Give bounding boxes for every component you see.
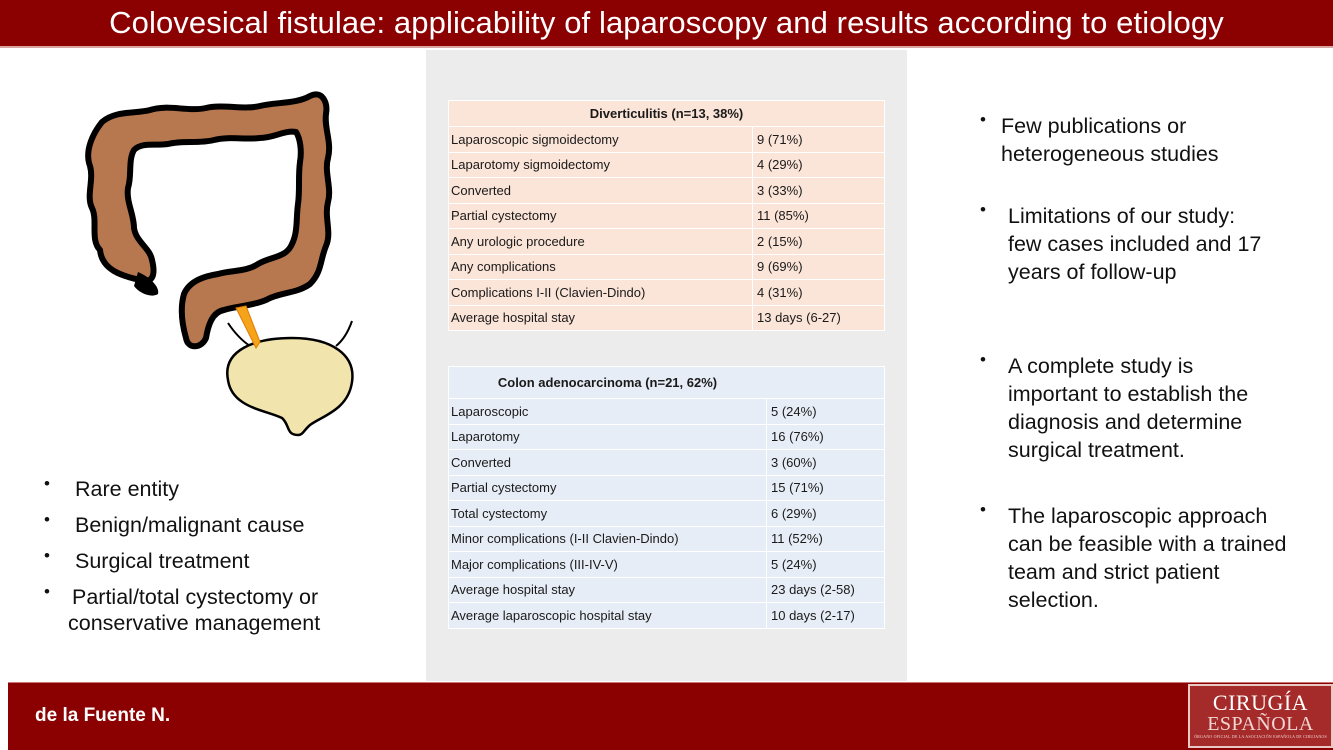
row-label: Converted bbox=[449, 450, 767, 476]
table-row bbox=[449, 577, 885, 603]
row-label: Average hospital stay bbox=[449, 305, 753, 331]
row-value: 3 (33%) bbox=[753, 178, 885, 204]
row-value: 5 (24%) bbox=[767, 399, 885, 425]
row-value: 4 (31%) bbox=[753, 280, 885, 306]
row-value: 2 (15%) bbox=[753, 229, 885, 255]
bullet-icon: • bbox=[44, 582, 50, 601]
row-value: 11 (85%) bbox=[753, 203, 885, 229]
table-title: Diverticulitis (n=13, 38%) bbox=[449, 101, 885, 127]
cirugia-espanola-logo bbox=[1188, 684, 1333, 748]
row-label: Complications I-II (Clavien-Dindo) bbox=[449, 280, 753, 306]
logo-line1: CIRUGÍA bbox=[1212, 690, 1309, 715]
adenocarcinoma-table bbox=[448, 366, 885, 629]
row-label: Average hospital stay bbox=[449, 577, 767, 603]
bullet-few-publications: • Few publications or heterogeneous studies bbox=[980, 110, 1219, 166]
fistula-icon bbox=[236, 306, 260, 348]
bullet-benign-malignant: • Benign/malignant cause bbox=[44, 510, 305, 537]
row-value: 15 (71%) bbox=[767, 475, 885, 501]
row-value: 6 (29%) bbox=[767, 501, 885, 527]
row-label: Laparoscopic bbox=[449, 399, 767, 425]
table-row bbox=[449, 424, 885, 450]
bullet-laparoscopic-approach: • The laparoscopic approach can be feasible with a trained team and strict patient selection. bbox=[980, 500, 1287, 612]
bullet-icon: • bbox=[44, 474, 50, 493]
title-bar bbox=[0, 0, 1333, 48]
row-label: Laparotomy bbox=[449, 424, 767, 450]
table-row bbox=[449, 526, 885, 552]
left-bullet-list bbox=[40, 476, 400, 646]
table-header-row bbox=[449, 101, 885, 127]
row-label: Partial cystectomy bbox=[449, 475, 767, 501]
author-name: de la Fuente N. bbox=[35, 705, 171, 726]
table-row bbox=[449, 475, 885, 501]
row-label: Any complications bbox=[449, 254, 753, 280]
diverticulitis-table bbox=[448, 100, 885, 331]
row-value: 9 (71%) bbox=[753, 127, 885, 153]
table-row bbox=[449, 254, 885, 280]
bullet-icon: • bbox=[980, 350, 986, 369]
table-row bbox=[449, 305, 885, 331]
row-label: Partial cystectomy bbox=[449, 203, 753, 229]
row-value: 10 days (2-17) bbox=[767, 603, 885, 629]
bullet-surgical-treatment: • Surgical treatment bbox=[44, 546, 250, 573]
row-value: 9 (69%) bbox=[753, 254, 885, 280]
row-value: 23 days (2-58) bbox=[767, 577, 885, 603]
row-label: Converted bbox=[449, 178, 753, 204]
table-row bbox=[449, 280, 885, 306]
row-value: 4 (29%) bbox=[753, 152, 885, 178]
bullet-icon: • bbox=[980, 110, 986, 129]
row-label: Major complications (III-IV-V) bbox=[449, 552, 767, 578]
row-label: Any urologic procedure bbox=[449, 229, 753, 255]
logo-tagline: ÓRGANO OFICIAL DE LA ASOCIACIÓN ESPAÑOLA DE CIRUJANOS bbox=[1194, 734, 1327, 739]
row-label: Laparotomy sigmoidectomy bbox=[449, 152, 753, 178]
table-row bbox=[449, 229, 885, 255]
table-title: Colon adenocarcinoma (n=21, 62%) bbox=[449, 367, 885, 399]
table-row bbox=[449, 501, 885, 527]
table-header-row bbox=[449, 367, 885, 399]
row-label: Laparoscopic sigmoidectomy bbox=[449, 127, 753, 153]
row-value: 11 (52%) bbox=[767, 526, 885, 552]
logo-line2: ESPAÑOLA bbox=[1207, 713, 1314, 735]
table-row bbox=[449, 603, 885, 629]
table-row bbox=[449, 203, 885, 229]
table-row bbox=[449, 178, 885, 204]
bullet-icon: • bbox=[44, 546, 50, 565]
bullet-cystectomy: • Partial/total cystectomy or conservative management bbox=[44, 582, 321, 635]
table-row bbox=[449, 127, 885, 153]
table-row bbox=[449, 552, 885, 578]
bullet-complete-study: • A complete study is important to establish the diagnosis and determine surgical treatment. bbox=[980, 350, 1249, 462]
table-row bbox=[449, 450, 885, 476]
row-value: 3 (60%) bbox=[767, 450, 885, 476]
row-label: Average laparoscopic hospital stay bbox=[449, 603, 767, 629]
bullet-icon: • bbox=[980, 500, 986, 519]
bullet-icon: • bbox=[44, 510, 50, 529]
table-row bbox=[449, 152, 885, 178]
row-value: 16 (76%) bbox=[767, 424, 885, 450]
row-label: Minor complications (I-II Clavien-Dindo) bbox=[449, 526, 767, 552]
bullet-rare-entity: • Rare entity bbox=[44, 474, 179, 501]
page-title: Colovesical fistulae: applicability of laparoscopy and results according to etiology bbox=[109, 5, 1224, 40]
row-value: 5 (24%) bbox=[767, 552, 885, 578]
colon-icon bbox=[88, 94, 329, 346]
footer-bar bbox=[8, 682, 1333, 750]
table-row bbox=[449, 399, 885, 425]
bladder-icon bbox=[227, 338, 352, 435]
row-label: Total cystectomy bbox=[449, 501, 767, 527]
bullet-icon: • bbox=[980, 200, 986, 219]
bullet-limitations: • Limitations of our study: few cases included and 17 years of follow-up bbox=[980, 200, 1262, 284]
row-value: 13 days (6-27) bbox=[753, 305, 885, 331]
colon-bladder-fistula-illustration bbox=[60, 80, 380, 440]
